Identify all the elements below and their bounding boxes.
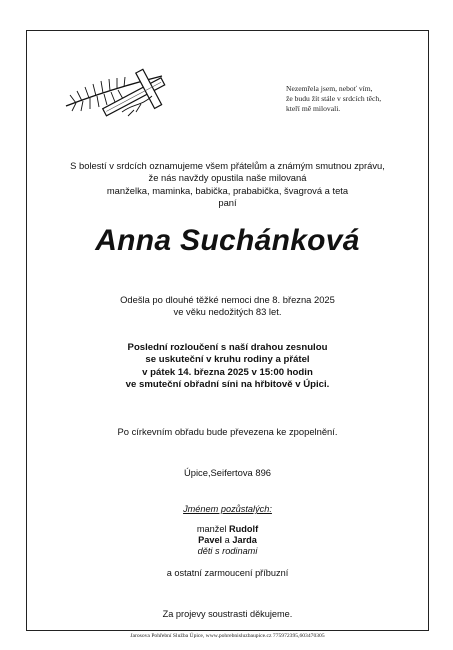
husband-prefix: manžel	[196, 524, 227, 534]
verse-line: kteří mě milovali.	[286, 104, 341, 113]
children-line	[26, 535, 429, 546]
memorial-verse	[286, 84, 426, 114]
intro-line: manželka, maminka, babička, prababička, švagrová a teta	[106, 184, 349, 196]
death-line: ve věku nedožitých 83 let.	[173, 306, 282, 318]
intro-line: že nás navždy opustila naše milovaná	[148, 172, 307, 184]
child-name: Jarda	[232, 535, 257, 545]
intro-line: S bolestí v srdcích oznamujeme všem přátelům a známým smutnou zprávu,	[70, 160, 385, 171]
thanks-line: Za projevy soustrasti děkujeme.	[162, 609, 293, 619]
funeral-service-footer: Jarosova Pohřební Služba Úpice, www.pohrebnisluzbaupice.cz 775972395,603470305	[130, 633, 325, 639]
announcement-intro	[26, 160, 429, 209]
conjunction: a	[224, 535, 230, 545]
farewell-line: ve smuteční obřadní síni na hřbitově v Úpici.	[125, 379, 330, 391]
death-line: Odešla po dlouhé těžké nemoci dne 8. března 2025	[120, 294, 335, 305]
families-line: děti s rodinami	[197, 546, 258, 556]
husband-name: Rudolf	[229, 524, 259, 534]
farewell-line: v pátek 14. března 2025 v 15:00 hodin	[142, 366, 313, 378]
verse-line: Nezemřela jsem, neboť vím,	[286, 84, 373, 93]
child-name: Pavel	[198, 535, 223, 545]
address: Úpice,Seifertova 896	[183, 467, 272, 478]
verse-line: že budu žít stále v srdcích těch,	[286, 94, 382, 103]
cross-with-palm-icon	[62, 66, 172, 128]
death-details	[26, 294, 429, 319]
cremation-note: Po církevním obřadu bude převezena ke zpopelnění.	[117, 426, 338, 437]
farewell-details	[26, 342, 429, 392]
intro-line: paní	[218, 196, 237, 208]
deceased-name: Anna Suchánková	[95, 224, 360, 257]
mourners-list	[26, 524, 429, 557]
farewell-line: se uskuteční v kruhu rodiny a přátel	[145, 354, 310, 366]
other-relatives: a ostatní zarmoucení příbuzní	[166, 568, 289, 578]
mourners-heading: Jménem pozůstalých:	[183, 504, 272, 514]
farewell-line: Poslední rozloučení s naší drahou zesnulou	[127, 342, 328, 353]
husband-line	[26, 524, 429, 535]
